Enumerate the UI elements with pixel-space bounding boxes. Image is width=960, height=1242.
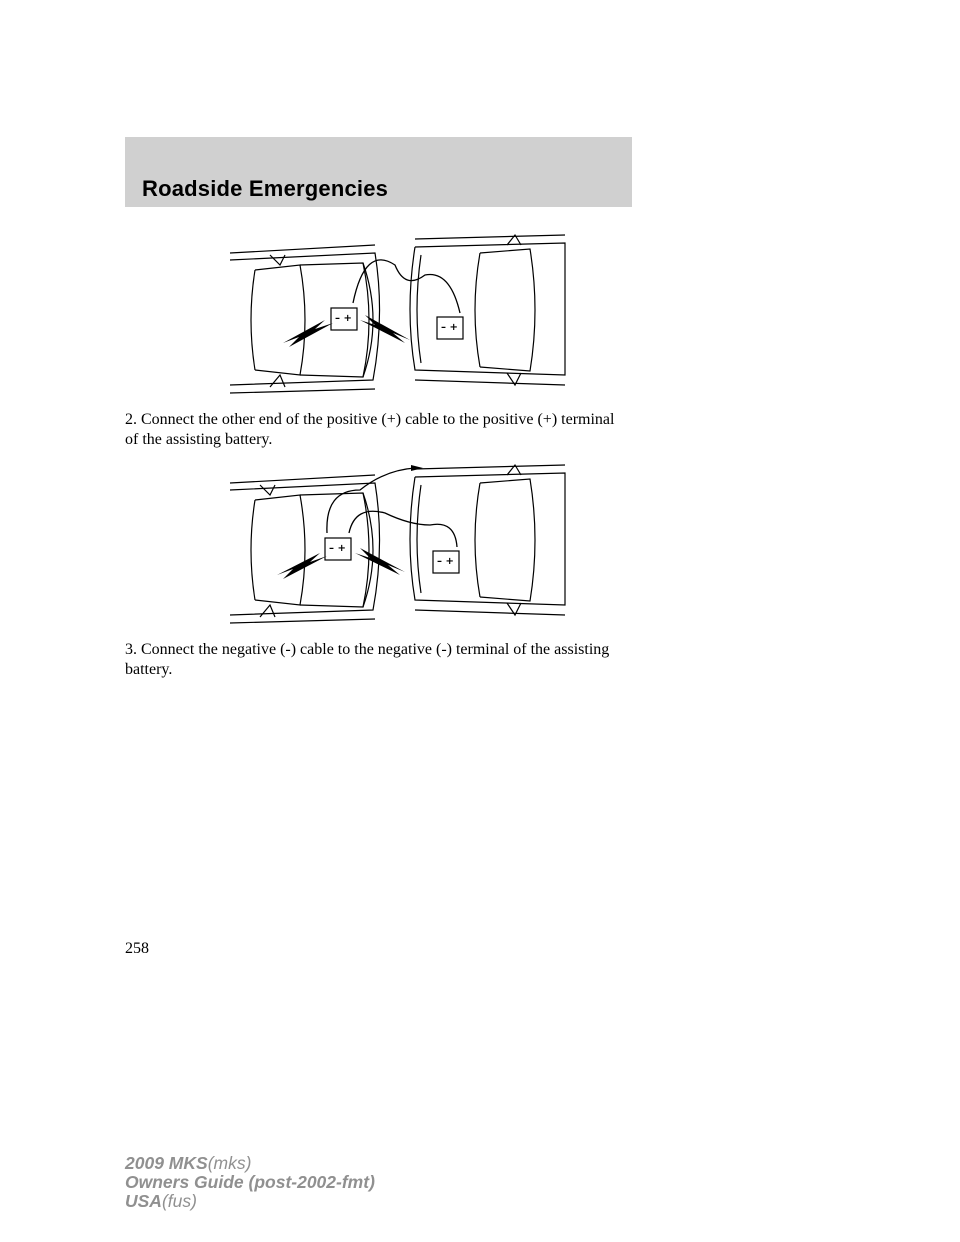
dead-battery — [331, 308, 357, 330]
document-footer — [125, 1154, 375, 1211]
spark-icon — [360, 315, 410, 343]
two-cars-battery-diagram — [225, 225, 570, 400]
dead-battery — [325, 538, 351, 560]
assisting-car — [410, 235, 565, 385]
instruction-step-2: 2. Connect the other end of the positive (+) cable to the positive (+) terminal of the assisting battery. — [125, 411, 615, 448]
footer-market: USA — [125, 1191, 162, 1211]
spark-icon — [277, 553, 327, 579]
positive-jumper-cable — [349, 511, 457, 547]
section-title: Roadside Emergencies — [142, 176, 389, 201]
spark-icon — [283, 320, 333, 347]
footer-guide-name: Owners Guide (post-2002-fmt) — [125, 1172, 375, 1192]
disabled-car — [230, 475, 380, 623]
footer-model: 2009 MKS — [125, 1153, 208, 1173]
dead-battery-terminals-label: – + — [329, 543, 346, 554]
spark-icon — [355, 548, 405, 575]
jump-start-step-1-illustration — [225, 225, 570, 400]
instruction-step-3: 3. Connect the negative (-) cable to the negative (-) terminal of the assisting battery. — [125, 641, 610, 678]
assisting-battery-terminals-label: – + — [437, 556, 454, 567]
footer-model-code: (mks) — [207, 1153, 252, 1173]
assisting-battery-terminals-label: – + — [441, 322, 458, 333]
dead-battery-terminals-label: – + — [335, 313, 352, 324]
footer-market-code: (fus) — [161, 1191, 197, 1211]
page-number: 258 — [125, 940, 149, 957]
cable-clamp-icon — [411, 465, 423, 471]
jump-start-step-2-illustration — [225, 455, 570, 630]
two-cars-battery-diagram — [225, 455, 570, 630]
assisting-car — [410, 465, 565, 615]
assisting-battery — [437, 317, 463, 339]
assisting-battery — [433, 551, 459, 573]
